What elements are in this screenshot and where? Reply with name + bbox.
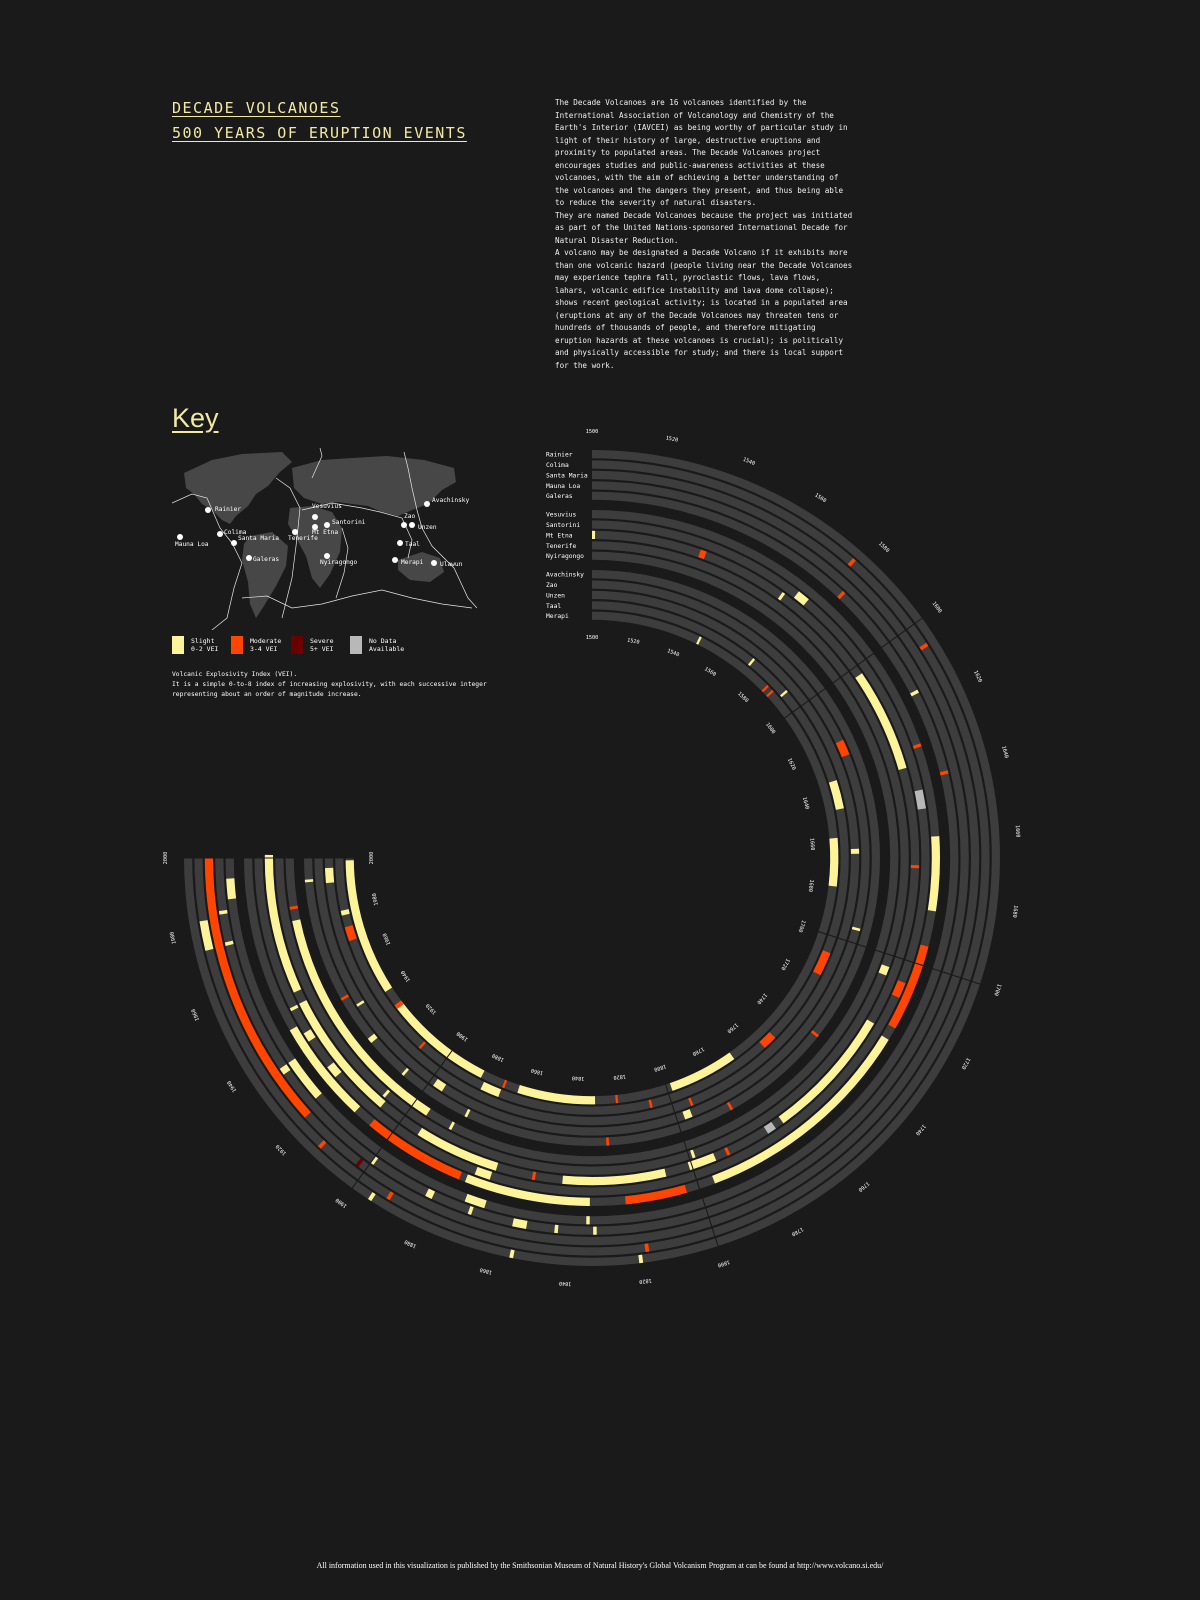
tick-label-inner: 1760 — [725, 1021, 740, 1034]
map-label: Nyiragongo — [320, 559, 358, 566]
tick-label-outer: 1940 — [226, 1079, 239, 1094]
eruption-event — [911, 865, 919, 868]
volcano-label: Nyiragongo — [546, 553, 584, 561]
tick-label-outer: 1880 — [403, 1238, 418, 1249]
map-label: Santorini — [332, 519, 366, 526]
eruption-event — [851, 849, 859, 854]
eruption-event — [593, 1227, 597, 1235]
volcano-label: Mt Etna — [546, 532, 573, 540]
intro-paragraph-1: The Decade Volcanoes are 16 volcanoes identified by the International Association of Volcanology and Chemistry of the Earth's Interior (IAVCEI) as being worthy of particular study in light of their history of large, destructive eruptions and proximity to populated areas. The Decade Volcanoes project encourages studies and public-awareness activities at these volcanoes, with the aim of achieving a better understanding of the volcanoes and the dangers they present, and thus being able to reduce the severity of natural disasters. — [555, 98, 848, 207]
volcano-label: Avachinsky — [546, 571, 584, 579]
tick-label-outer: 1680 — [1010, 904, 1019, 918]
tick-label-outer: 1780 — [790, 1225, 805, 1237]
tick-label-inner: 1660 — [808, 837, 816, 851]
tick-label-inner: 1740 — [755, 991, 768, 1006]
tick-label-inner: 1700 — [796, 919, 807, 933]
tick-label-inner: 1560 — [703, 666, 717, 678]
tick-label-inner: 1580 — [736, 691, 750, 704]
vei-note-line: Volcanic Explosivity Index (VEI). — [172, 671, 298, 678]
tick-label-inner: 1820 — [613, 1072, 627, 1081]
volcano-label: Taal — [546, 602, 562, 610]
tick-label-inner: 1940 — [400, 969, 412, 983]
track-avachinsky — [304, 570, 880, 1146]
volcano-label: Tenerife — [546, 542, 577, 550]
eruption-event — [512, 1218, 527, 1229]
tick-label-outer: 1540 — [741, 456, 756, 468]
intro-paragraph-3: A volcano may be designated a Decade Volcano if it exhibits more than one volcanic hazard (people living near the Decade Volcanoes may experience tephra fall, pyroclastic flows, lava flows, lahars, volcanic edifice instability and lava dome collapse); shows recent geological activity; is located in a populated area (eruptions at any of the Decade Volcanoes may threaten tens or hundreds of thousands of people, and therefore mitigating eruption hazards at these volcanoes is crucial); is politically and physically accessible for study; and there is local support for the work. — [555, 248, 853, 370]
track-santorini — [254, 520, 929, 1195]
intro-paragraph-2: They are named Decade Volcanoes because the project was initiated as part of the United Nations-sponsored International Decade for Natural Disaster Reduction. — [555, 210, 853, 245]
tick-label-outer: 1800 — [716, 1258, 731, 1268]
tick-label-inner: 1900 — [455, 1030, 470, 1043]
eruption-event — [915, 790, 926, 810]
tick-label-outer: 1720 — [959, 1056, 971, 1071]
map-label: Colima — [224, 529, 247, 536]
tick-label-outer: 1820 — [638, 1276, 652, 1285]
eruption-event — [325, 868, 334, 883]
map-label: Rainier — [215, 506, 242, 513]
tick-label-inner: 1840 — [571, 1074, 585, 1082]
map-label: Santa Maria — [238, 535, 279, 542]
map-label: Galeras — [253, 556, 280, 563]
map-label: Zao — [404, 513, 416, 520]
tick-label-outer: 1960 — [190, 1007, 202, 1022]
tick-label-outer: 1980 — [169, 931, 178, 945]
tick-label-outer: 1900 — [334, 1196, 349, 1209]
legend-line: Moderate — [250, 637, 282, 645]
tick-label-outer: 1500 — [585, 429, 599, 435]
legend-line: Slight — [191, 637, 215, 645]
tick-label-outer: 1660 — [1013, 824, 1021, 838]
tick-label-inner: 1800 — [653, 1062, 667, 1073]
tick-label-inner: 1520 — [626, 637, 640, 646]
map-label: Avachinsky — [432, 497, 470, 504]
eruption-event — [475, 1167, 493, 1180]
tick-label-outer: 1600 — [930, 600, 943, 615]
eruption-event — [345, 925, 357, 941]
tick-label-inner: 1880 — [491, 1051, 506, 1063]
volcano-label: Merapi — [546, 613, 569, 621]
eruption-event — [829, 838, 839, 887]
key-heading: Key — [172, 403, 219, 433]
volcano-label: Colima — [546, 462, 569, 469]
vei-note-line: It is a simple 0-to-8 index of increasing explosivity, with each successive integer — [172, 681, 487, 688]
legend-line: 3-4 VEI — [250, 645, 278, 653]
legend-line: Severe — [310, 637, 334, 645]
legend-line: Available — [369, 645, 405, 653]
map-label: Mt Etna — [312, 529, 339, 536]
volcano-label: Mauna Loa — [546, 482, 581, 490]
map-label: Ulawun — [440, 561, 463, 568]
map-label: Mauna Loa — [175, 541, 209, 548]
legend-line: 0-2 VEI — [191, 645, 219, 653]
tick-label-inner: 1500 — [585, 634, 599, 641]
tick-label-inner: 1920 — [425, 1002, 438, 1016]
volcano-label: Santorini — [546, 522, 581, 529]
volcano-label: Rainier — [546, 451, 573, 459]
track-unzen — [325, 591, 859, 1125]
tick-label-inner: 1720 — [779, 957, 791, 972]
tick-label-outer: 1760 — [856, 1179, 871, 1193]
footer-credit: All information used in this visualization is published by the Smithsonian Museum of Natural History's Global Volcanism Program at can be found at http://www.volcano.si.edu/ — [316, 1561, 884, 1570]
tick-label-outer: 1740 — [913, 1122, 927, 1137]
eruption-event — [226, 878, 236, 899]
volcano-label: Santa Maria — [546, 472, 588, 480]
tick-label-inner: 1540 — [666, 648, 680, 659]
volcano-label: Galeras — [546, 493, 573, 501]
tick-label-inner: 1860 — [530, 1066, 545, 1076]
map-label: Merapi — [401, 559, 424, 566]
tick-label-inner: 1600 — [764, 721, 777, 736]
map-label: Unzen — [418, 524, 437, 531]
track-zao — [314, 580, 869, 1135]
title-line-1: DECADE VOLCANOES — [172, 99, 341, 117]
tick-label-inner: 1960 — [382, 932, 393, 946]
eruption-event — [928, 836, 940, 911]
tick-label-outer: 1620 — [972, 669, 983, 684]
tick-label-outer: 1640 — [1000, 745, 1010, 759]
volcano-label: Unzen — [546, 592, 565, 600]
volcano-label: Zao — [546, 582, 558, 589]
tick-label-inner: 1780 — [691, 1045, 706, 1057]
tick-label-outer: 1920 — [274, 1143, 288, 1157]
tick-label-inner: 1640 — [800, 796, 810, 811]
tick-label-outer: 1840 — [558, 1279, 572, 1287]
legend-line: 5+ VEI — [310, 645, 334, 653]
tick-label-outer: 1580 — [877, 540, 891, 554]
tick-label-outer: 1860 — [479, 1266, 493, 1276]
map-label: Vesuvius — [312, 503, 342, 510]
map-label: Taal — [405, 541, 420, 548]
tick-label-inner: 1980 — [371, 892, 380, 906]
tick-label-inner: 1680 — [806, 879, 815, 893]
tick-label-outer: 1560 — [813, 492, 828, 505]
eruption-event — [606, 1137, 609, 1145]
tick-label-inner: 2000 — [368, 851, 375, 865]
tick-label-outer: 2000 — [163, 851, 169, 865]
vei-note-line: representing about an order of magnitude increase. — [172, 691, 362, 698]
tick-label-inner: 1620 — [785, 757, 797, 772]
legend-line: No Data — [369, 637, 397, 645]
volcano-label: Vesuvius — [546, 511, 577, 519]
eruption-event — [586, 1216, 590, 1224]
tick-label-outer: 1520 — [665, 435, 679, 444]
map-label: Tenerife — [288, 535, 318, 542]
tick-label-outer: 1700 — [992, 982, 1002, 997]
eruption-event — [592, 531, 595, 539]
title-line-2: 500 YEARS OF ERUPTION EVENTS — [172, 124, 467, 142]
